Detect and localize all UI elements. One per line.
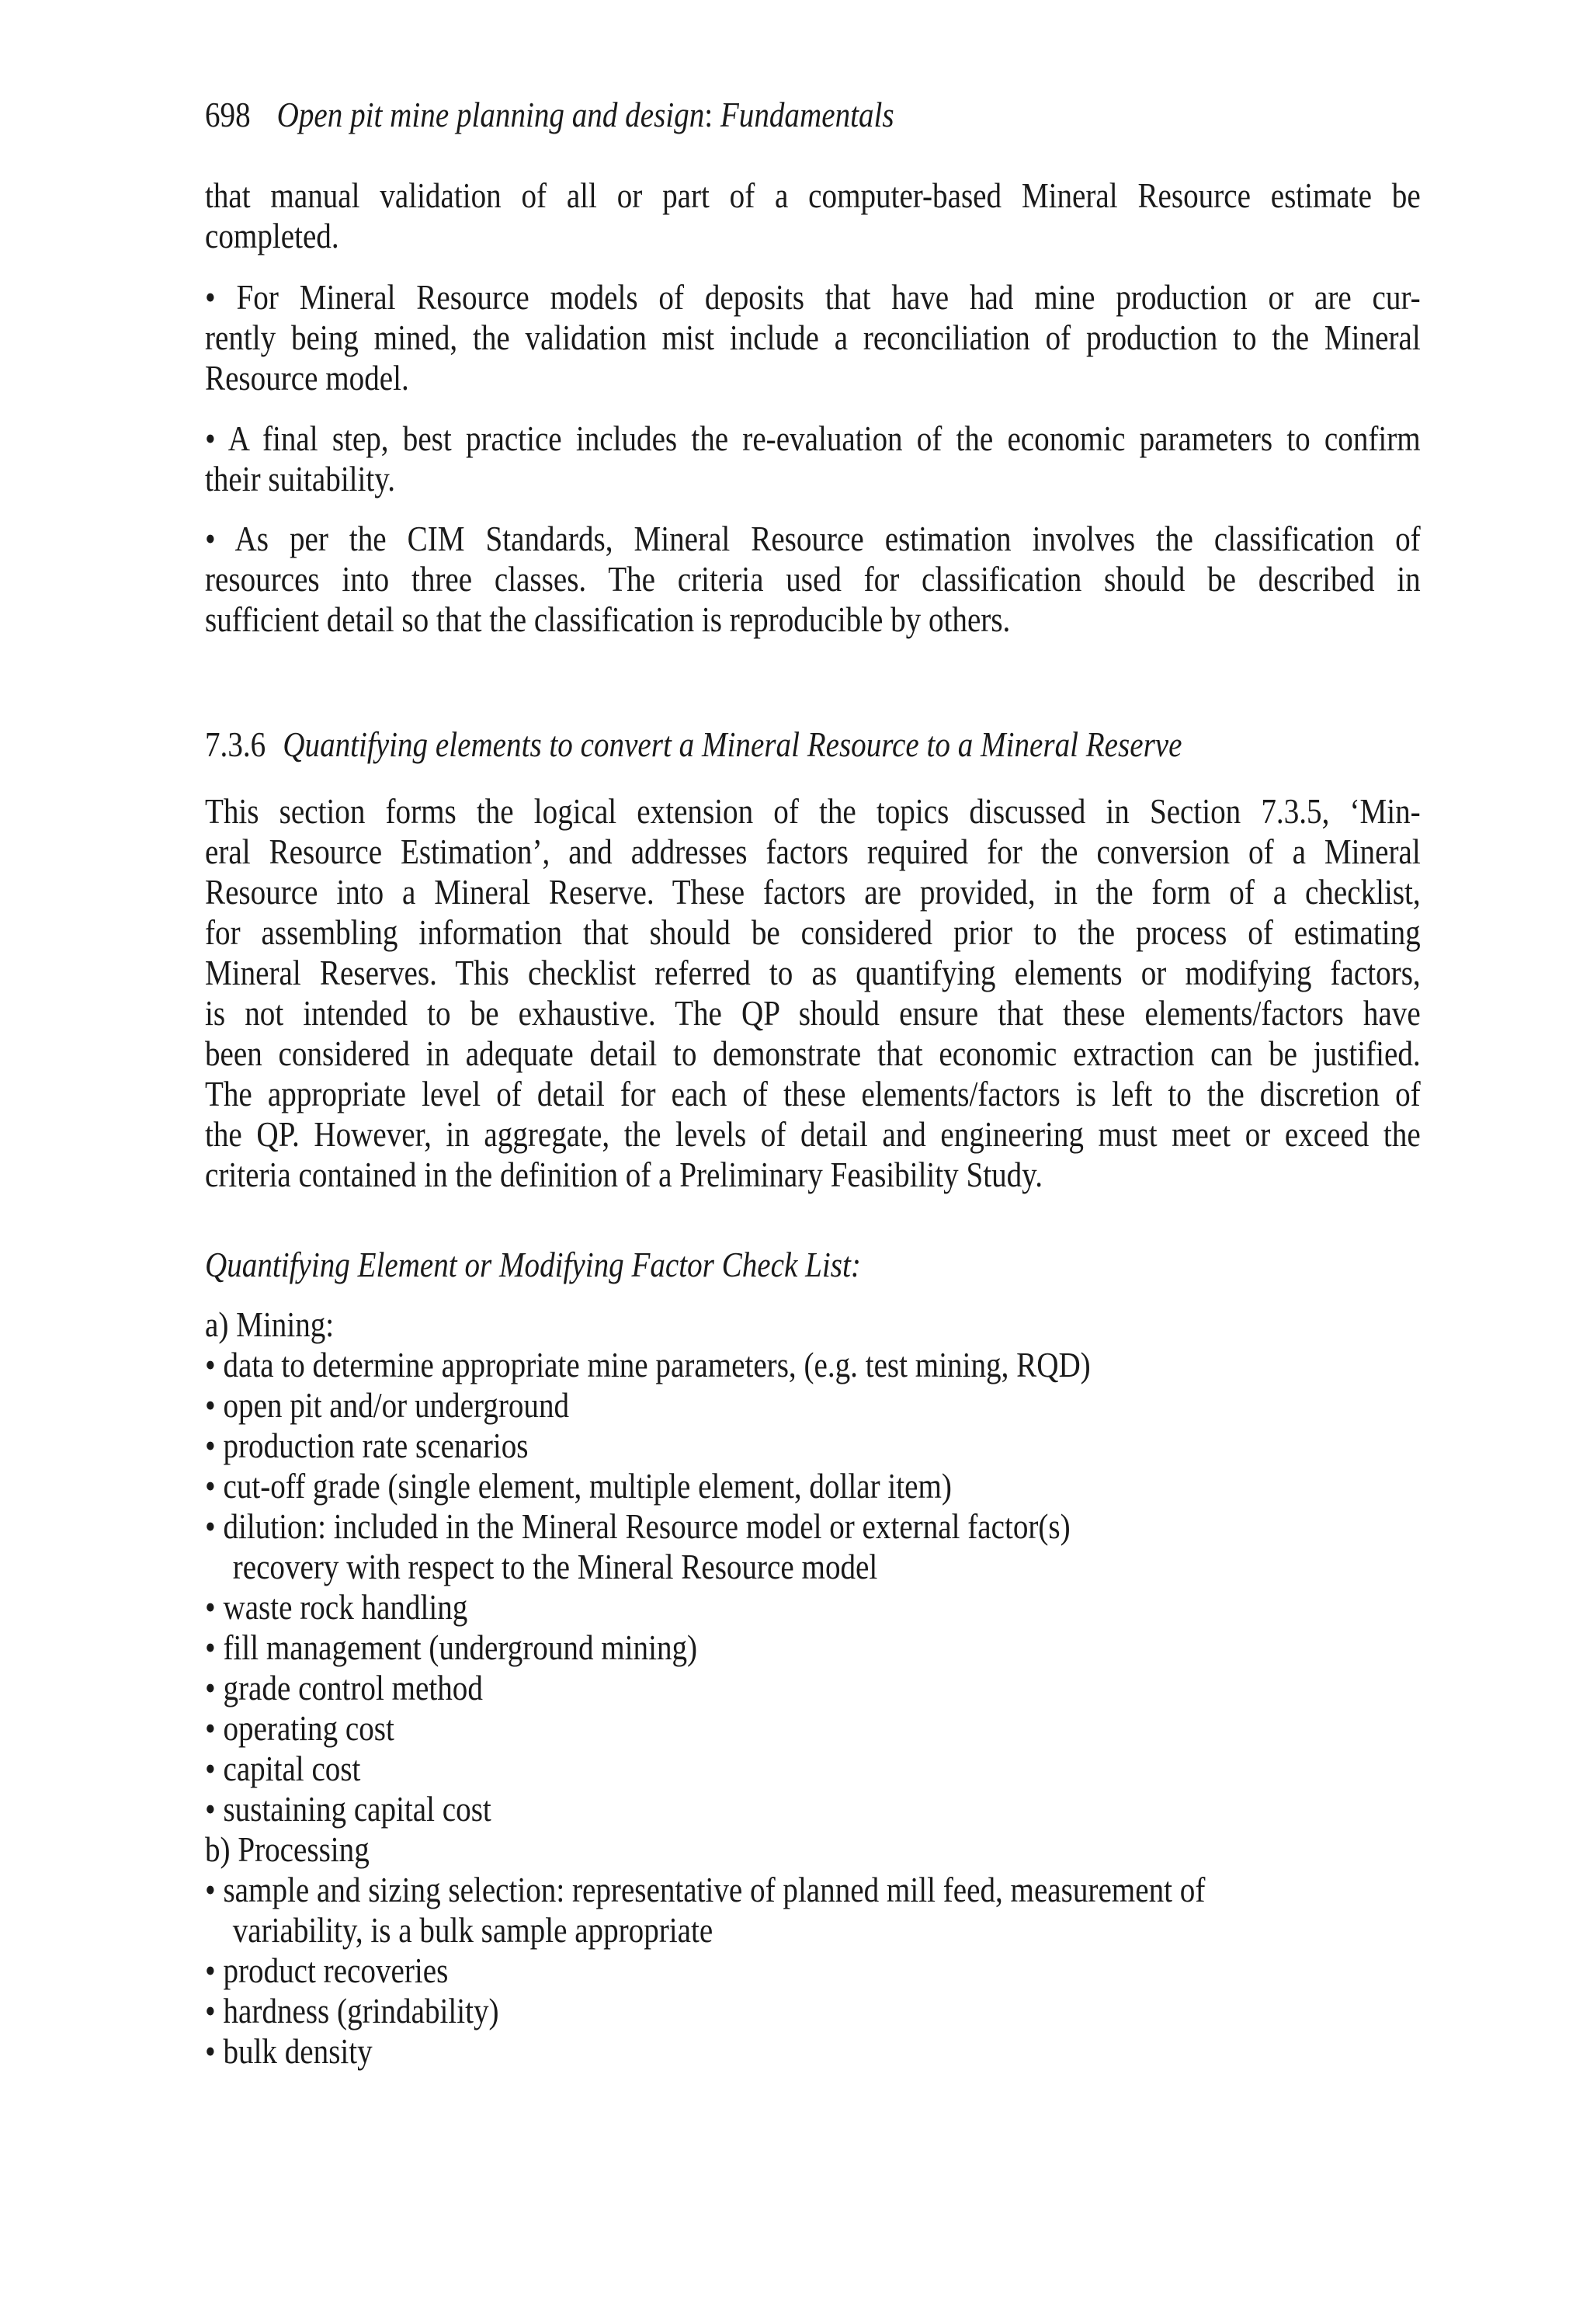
text-line: • waste rock handling xyxy=(205,1587,468,1627)
text-line: • cut-off grade (single element, multiple element, dollar item) xyxy=(205,1466,952,1506)
text-line: • open pit and/or underground xyxy=(205,1385,570,1425)
section-heading xyxy=(205,724,1421,765)
text-line: for assembling information that should be considered prior to the process of estimating xyxy=(205,912,1421,952)
bullet-reconciliation xyxy=(205,277,1421,398)
text-line: • dilution: included in the Mineral Resource model or external factor(s) xyxy=(205,1506,1071,1546)
book-subtitle: Fundamentals xyxy=(720,95,894,134)
section-title: Quantifying elements to convert a Mineral Resource to a Mineral Reserve xyxy=(283,724,1182,764)
page-number: 698 xyxy=(205,95,251,134)
book-title: Open pit mine planning and design xyxy=(276,95,705,134)
checklist xyxy=(205,1304,1421,2072)
text-line: the QP. However, in aggregate, the levels of detail and engineering must meet or exceed the xyxy=(205,1114,1421,1154)
text-line: • operating cost xyxy=(205,1708,394,1748)
text-line: Resource model. xyxy=(205,358,409,398)
text-line: • product recoveries xyxy=(205,1951,449,1990)
section-number: 7.3.6 xyxy=(205,724,266,764)
text-line: • fill management (underground mining) xyxy=(205,1627,698,1667)
text-line: been considered in adequate detail to demonstrate that economic extraction can be justified. xyxy=(205,1033,1421,1073)
text-line: recovery with respect to the Mineral Resource model xyxy=(232,1547,878,1586)
text-line: eral Resource Estimation’, and addresses factors required for the conversion of a Mineral xyxy=(205,832,1421,871)
text-line: Quantifying Element or Modifying Factor Check List: xyxy=(205,1245,861,1284)
section-paragraph xyxy=(205,791,1421,1195)
text-line: • production rate scenarios xyxy=(205,1426,529,1465)
text-line: The appropriate level of detail for each of these elements/factors is left to the discretion of xyxy=(205,1074,1421,1113)
title-separator: : xyxy=(704,95,720,134)
text-line: a) Mining: xyxy=(205,1304,335,1344)
text-line: • grade control method xyxy=(205,1668,483,1707)
text-line: that manual validation of all or part of a computer-based Mineral Resource estimate be xyxy=(205,175,1421,215)
text-line: • hardness (grindability) xyxy=(205,1991,499,2030)
text-line: This section forms the logical extension of the topics discussed in Section 7.3.5, ‘Min- xyxy=(205,791,1421,831)
text-line: criteria contained in the definition of a Preliminary Feasibility Study. xyxy=(205,1155,1043,1194)
text-line: Mineral Reserves. This checklist referred to as quantifying elements or modifying factors, xyxy=(205,953,1421,992)
bullet-final-step xyxy=(205,419,1421,499)
text-line: • For Mineral Resource models of deposits that have had mine production or are cur- xyxy=(205,277,1421,317)
text-line: • A final step, best practice includes the re-evaluation of the economic parameters to confirm xyxy=(205,419,1421,458)
text-line: • data to determine appropriate mine parameters, (e.g. test mining, RQD) xyxy=(205,1345,1091,1384)
text-line: • capital cost xyxy=(205,1749,361,1788)
running-header xyxy=(205,95,894,135)
checklist-title xyxy=(205,1245,1421,1285)
text-line: variability, is a bulk sample appropriate xyxy=(232,1910,713,1950)
text-line: • sustaining capital cost xyxy=(205,1789,491,1829)
text-line: • bulk density xyxy=(205,2031,373,2071)
text-line: • As per the CIM Standards, Mineral Resource estimation involves the classification of xyxy=(205,519,1421,558)
bullet-cim xyxy=(205,519,1421,640)
text-line: completed. xyxy=(205,216,339,255)
text-line: Resource into a Mineral Reserve. These factors are provided, in the form of a checklist, xyxy=(205,872,1421,912)
text-line: their suitability. xyxy=(205,459,396,498)
text-line: b) Processing xyxy=(205,1829,370,1869)
text-line: rently being mined, the validation mist include a reconciliation of production to the Mineral xyxy=(205,318,1421,357)
text-line: is not intended to be exhaustive. The QP should ensure that these elements/factors have xyxy=(205,993,1421,1033)
text-line: sufficient detail so that the classification is reproducible by others. xyxy=(205,599,1011,639)
para-continued xyxy=(205,175,1421,256)
text-line: • sample and sizing selection: representative of planned mill feed, measurement of xyxy=(205,1870,1206,1909)
text-line: resources into three classes. The criteria used for classification should be described in xyxy=(205,559,1421,599)
